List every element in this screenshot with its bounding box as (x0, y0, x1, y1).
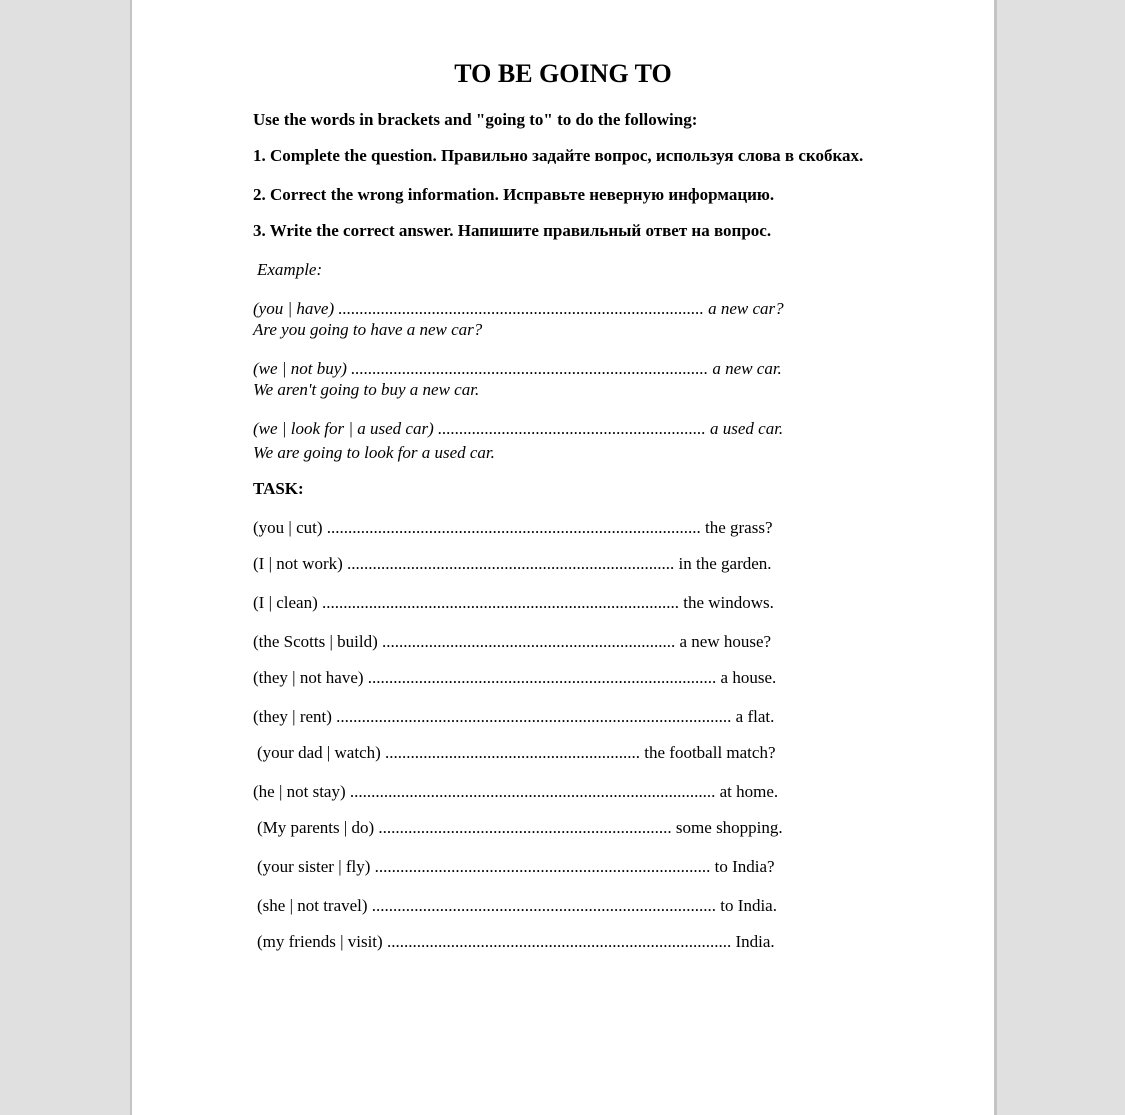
task-item: (you | cut) ........................................................................................ the grass? (253, 518, 773, 537)
task-item: (I | clean) .................................................................................... the windows. (253, 593, 774, 612)
example-prompt: (we | not buy) .................................................................................... a new car. (253, 359, 782, 378)
task-item: (my friends | visit) ................................................................................. India. (257, 932, 775, 951)
worksheet (132, 0, 994, 1115)
example-prompt: (we | look for | a used car) ............................................................... a used car. (253, 419, 784, 438)
instruction-3: 3. Write the correct answer. Напишите правильный ответ на вопрос. (253, 221, 772, 240)
task-item: (she | not travel) ................................................................................. to India. (257, 896, 777, 915)
task-item: (they | not have) .................................................................................. a house. (253, 668, 777, 687)
example-answer: Are you going to have a new car? (253, 320, 483, 339)
task-item: (he | not stay) ...................................................................................... at home. (253, 782, 779, 801)
instruction-2: 2. Correct the wrong information. Исправьте неверную информацию. (253, 185, 775, 204)
instruction-1: 1. Complete the question. Правильно задайте вопрос, используя слова в скобках. (253, 146, 864, 165)
example-prompt: (you | have) ...................................................................................... a new car? (253, 299, 784, 318)
task-item: (the Scotts | build) ..................................................................... a new house? (253, 632, 772, 651)
task-item: (I | not work) ............................................................................. in the garden. (253, 554, 772, 573)
example-answer: We aren't going to buy a new car. (253, 380, 480, 399)
example-answer: We are going to look for a used car. (253, 443, 495, 462)
task-item: (My parents | do) ..................................................................... some shopping. (257, 818, 783, 837)
example-label: Example: (257, 260, 323, 279)
task-label: TASK: (253, 479, 304, 498)
task-item: (your dad | watch) ............................................................ the football match? (257, 743, 776, 762)
instruction-intro: Use the words in brackets and "going to" to do the following: (253, 110, 698, 129)
page-title: TO BE GOING TO (454, 59, 672, 88)
task-item: (your sister | fly) ............................................................................... to India? (257, 857, 775, 876)
task-item: (they | rent) ............................................................................................. a flat. (253, 707, 775, 726)
document-page (130, 0, 997, 1115)
